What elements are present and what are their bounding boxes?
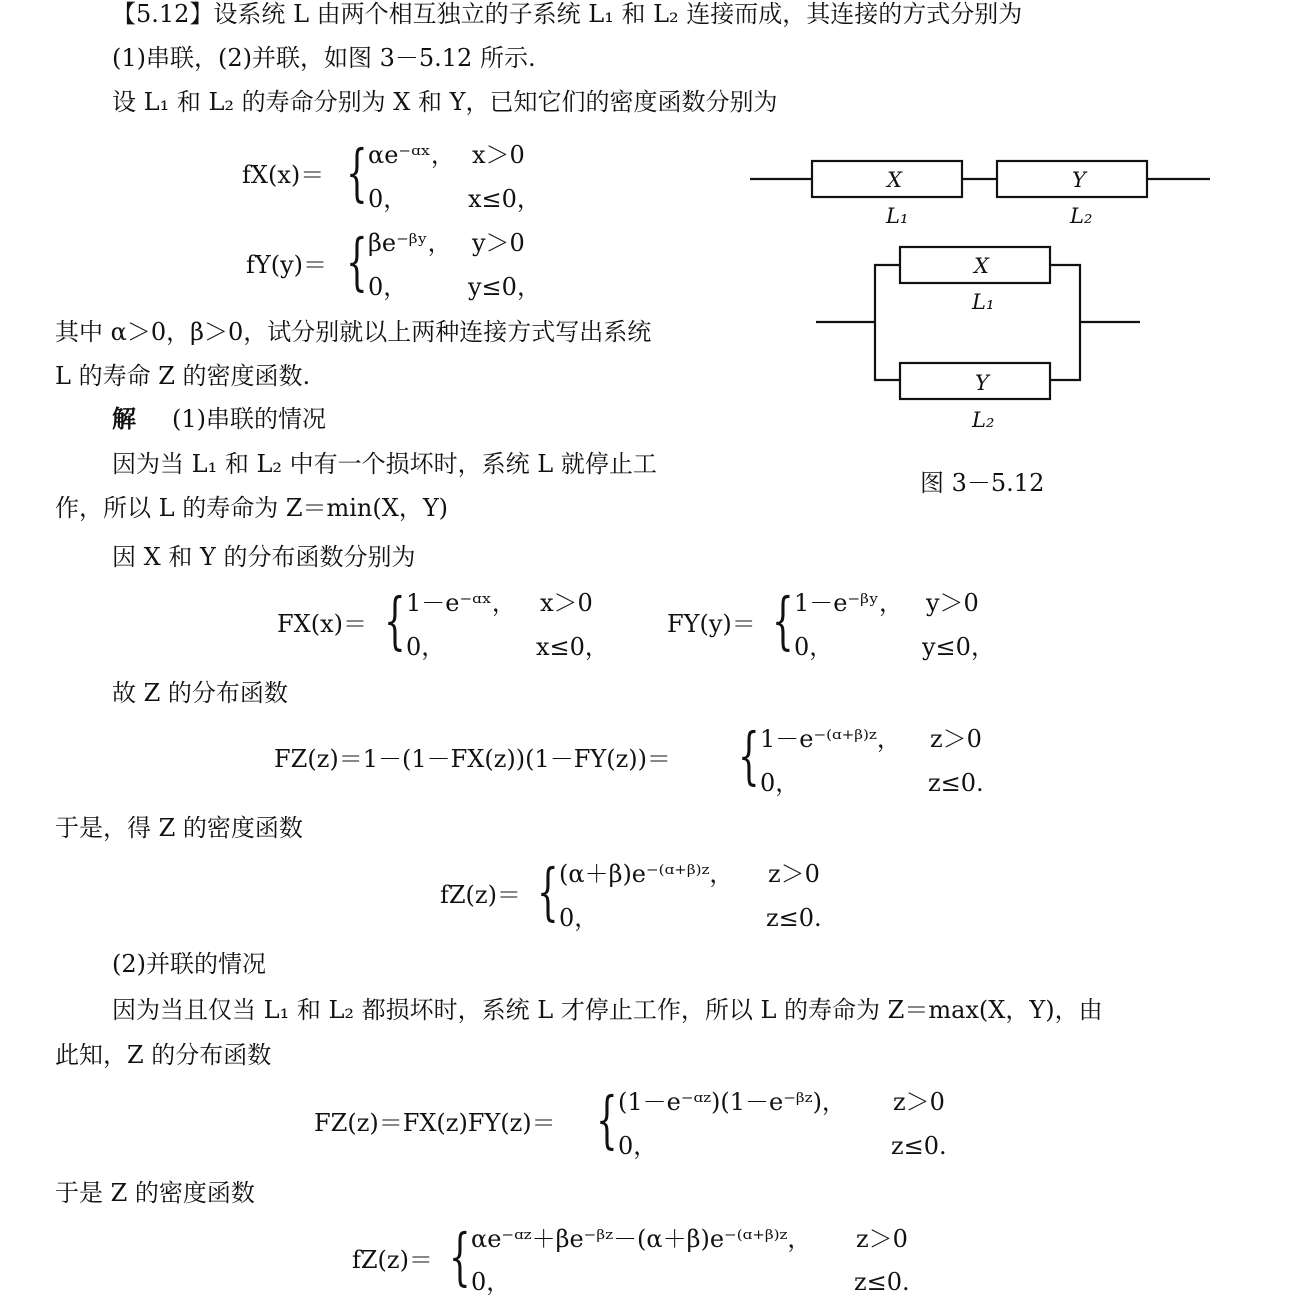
Fx-brace: {: [384, 584, 406, 657]
parallel-label-x: X: [974, 254, 989, 278]
series-label-l1: L₁: [886, 204, 909, 228]
fz1-lhs: fZ(z)＝: [440, 881, 521, 909]
series-label-x: X: [887, 168, 902, 192]
fy-lhs: fY(y)＝: [246, 251, 328, 279]
fy-cond1: y＞0: [472, 229, 525, 257]
fz1-case2: 0，: [559, 904, 599, 932]
Fz2-case2: 0，: [618, 1132, 658, 1160]
fx-cond1: x＞0: [472, 141, 525, 169]
part1-line-5: 于是，得 Z 的密度函数: [55, 814, 303, 842]
part1-title: (1)串联的情况: [172, 405, 326, 433]
Fz2-cond2: z≤0.: [891, 1132, 947, 1160]
fz1-cond2: z≤0.: [766, 904, 822, 932]
fx-brace: {: [346, 136, 368, 209]
solution-label: 解: [112, 404, 136, 433]
series-label-y: Y: [1072, 168, 1086, 192]
part2-line-3: 于是 Z 的密度函数: [55, 1179, 255, 1207]
problem-line-3: 设 L₁ 和 L₂ 的寿命分别为 X 和 Y，已知它们的密度函数分别为: [112, 88, 778, 116]
fx-case1: αe⁻ᵅˣ，: [368, 141, 455, 169]
fy-cond2: y≤0，: [468, 273, 541, 301]
Fy-brace: {: [772, 584, 794, 657]
part1-line-3: 因 X 和 Y 的分布函数分别为: [112, 543, 416, 571]
fz2-case1: αe⁻ᵅᶻ＋βe⁻ᵝᶻ－(α＋β)e⁻⁽ᵅ⁺ᵝ⁾ᶻ，: [471, 1225, 812, 1253]
fy-case2: 0，: [368, 273, 408, 301]
figure-caption: 图 3－5.12: [920, 469, 1045, 497]
Fz1-brace: {: [738, 719, 760, 792]
fz1-case1: (α＋β)e⁻⁽ᵅ⁺ᵝ⁾ᶻ，: [559, 860, 734, 888]
fx-cond2: x≤0，: [468, 185, 541, 213]
parallel-bus-right: [1050, 265, 1080, 380]
problem-line-5: L 的寿命 Z 的密度函数.: [55, 362, 311, 390]
fy-brace: {: [346, 225, 368, 298]
Fy-cond2: y≤0，: [922, 633, 995, 661]
fz1-cond1: z＞0: [768, 860, 820, 888]
problem-line-1: 【5.12】设系统 L 由两个相互独立的子系统 L₁ 和 L₂ 连接而成，其连接的方式分别为: [112, 0, 1023, 28]
Fz1-case2: 0，: [760, 769, 800, 797]
series-label-l2: L₂: [1070, 204, 1093, 228]
parallel-label-y: Y: [975, 371, 989, 395]
fz2-lhs: fZ(z)＝: [352, 1246, 433, 1274]
fy-case1: βe⁻ᵝʸ，: [368, 229, 452, 257]
part1-line-2: 作，所以 L 的寿命为 Z＝min(X，Y): [55, 494, 449, 522]
fz2-case2: 0，: [471, 1268, 511, 1296]
Fz2-brace: {: [596, 1083, 618, 1156]
Fx-case2: 0，: [406, 633, 446, 661]
problem-line-2: (1)串联，(2)并联，如图 3－5.12 所示.: [112, 44, 536, 72]
part1-line-1: 因为当 L₁ 和 L₂ 中有一个损坏时，系统 L 就停止工: [112, 450, 657, 478]
Fx-lhs: FX(x)＝: [277, 610, 367, 638]
Fz1-cond2: z≤0.: [928, 769, 984, 797]
part2-line-2: 此知，Z 的分布函数: [55, 1041, 272, 1069]
fz2-brace: {: [449, 1220, 471, 1293]
Fy-case2: 0，: [794, 633, 834, 661]
fx-case2: 0，: [368, 185, 408, 213]
fz2-cond1: z＞0: [856, 1225, 908, 1253]
Fx-cond1: x＞0: [540, 589, 593, 617]
Fy-lhs: FY(y)＝: [667, 610, 756, 638]
problem-line-4: 其中 α＞0，β＞0，试分别就以上两种连接方式写出系统: [55, 318, 652, 346]
Fz1-cond1: z＞0: [930, 725, 982, 753]
fx-lhs: fX(x)＝: [242, 161, 325, 189]
Fz2-lhs: FZ(z)＝FX(z)FY(z)＝: [314, 1109, 556, 1137]
Fy-cond1: y＞0: [926, 589, 979, 617]
part2-title: (2)并联的情况: [112, 950, 266, 978]
Fy-case1: 1－e⁻ᵝʸ，: [794, 589, 904, 617]
part2-line-1: 因为当且仅当 L₁ 和 L₂ 都损坏时，系统 L 才停止工作，所以 L 的寿命为 Z＝max(X，Y)，由: [112, 996, 1103, 1024]
Fx-cond2: x≤0，: [536, 633, 609, 661]
part1-line-4: 故 Z 的分布函数: [112, 679, 288, 707]
Fx-case1: 1－e⁻ᵅˣ，: [406, 589, 516, 617]
fz2-cond2: z≤0.: [854, 1268, 910, 1296]
Fz1-lhs: FZ(z)＝1－(1－FX(z))(1－FY(z))＝: [274, 745, 671, 773]
Fz1-case1: 1－e⁻⁽ᵅ⁺ᵝ⁾ᶻ，: [760, 725, 901, 753]
fz1-brace: {: [537, 855, 559, 928]
parallel-bus-left: [875, 265, 900, 380]
Fz2-cond1: z＞0: [893, 1088, 945, 1116]
Fz2-case1: (1－e⁻ᵅᶻ)(1－e⁻ᵝᶻ)，: [618, 1088, 846, 1116]
parallel-label-l1: L₁: [972, 290, 995, 314]
parallel-label-l2: L₂: [972, 408, 995, 432]
